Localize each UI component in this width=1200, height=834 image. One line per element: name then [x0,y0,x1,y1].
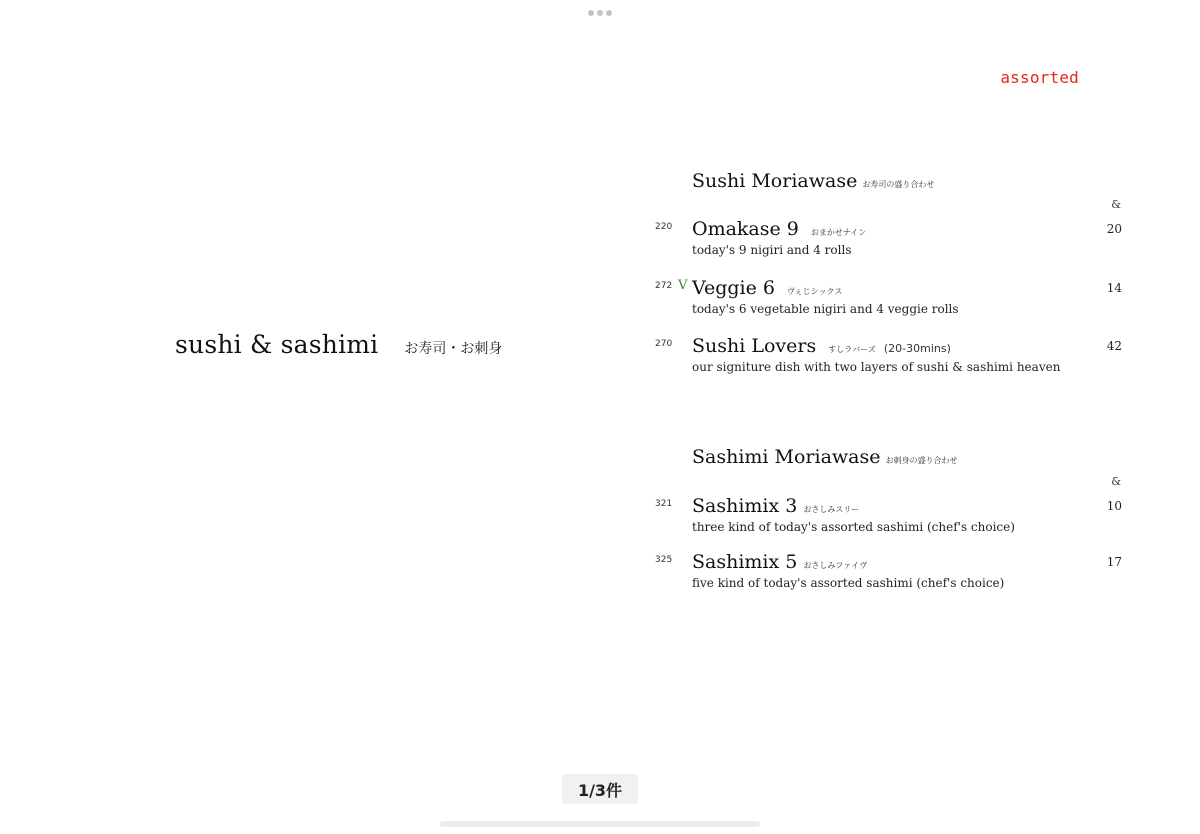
section-title: Sashimi Moriawase [692,446,881,468]
section-title-jp: お刺身の盛り合わせ [885,456,958,465]
menu-item-sushi-lovers[interactable] [650,335,1130,379]
item-kana: ヴぇじシックス [787,287,843,296]
item-name: Omakase 9 [692,218,799,240]
menu-item-sashimix-3[interactable] [650,495,1130,539]
more-options-handle[interactable] [588,9,612,17]
page-title-en: sushi & sashimi [175,330,379,359]
category-tag: assorted [1000,68,1079,87]
item-code: 220 [655,222,673,232]
menu-item-omakase-9[interactable] [650,218,1130,262]
item-code: 325 [655,555,673,565]
item-note: (20-30mins) [883,342,951,355]
section-heading [692,446,958,468]
item-price: 10 [1106,499,1122,513]
section-heading [692,170,934,192]
item-price: 20 [1106,222,1122,236]
item-code: 272 [655,281,673,291]
item-kana: おさしみファイヴ [803,561,868,570]
item-name: Sushi Lovers [692,335,817,357]
item-description: today's 9 nigiri and 4 rolls [692,243,852,257]
item-kana: おさしみスリー [803,505,860,514]
item-price: 14 [1106,281,1122,295]
currency-symbol: & [1111,198,1121,211]
item-description: three kind of today's assorted sashimi (chef's choice) [692,520,1015,534]
item-name: Veggie 6 [692,277,775,299]
item-description: five kind of today's assorted sashimi (chef's choice) [692,576,1005,590]
item-name: Sashimix 3 [692,495,798,517]
section-title-jp: お寿司の盛り合わせ [862,180,935,189]
item-name: Sashimix 5 [692,551,798,573]
dot-icon [606,10,612,16]
menu-item-sashimix-5[interactable] [650,551,1130,595]
currency-symbol: & [1111,475,1121,488]
page-title-jp: お寿司・お刺身 [404,341,503,357]
page-title [175,330,502,359]
menu-item-veggie-6[interactable] [650,277,1130,321]
vegetarian-badge: V [678,278,688,293]
dot-icon [588,10,594,16]
section-title: Sushi Moriawase [692,170,858,192]
item-price: 42 [1106,339,1122,353]
item-description: today's 6 vegetable nigiri and 4 veggie rolls [692,302,959,316]
page-indicator: 1/3件 [562,774,638,804]
item-kana: おまかせナイン [810,228,867,237]
item-code: 270 [655,339,673,349]
item-description: our signiture dish with two layers of sushi & sashimi heaven [692,360,1061,374]
dot-icon [597,10,603,16]
horizontal-scrollbar[interactable] [440,821,760,827]
item-code: 321 [655,499,673,509]
item-price: 17 [1106,555,1122,569]
item-kana: すしラバーズ [828,345,876,354]
